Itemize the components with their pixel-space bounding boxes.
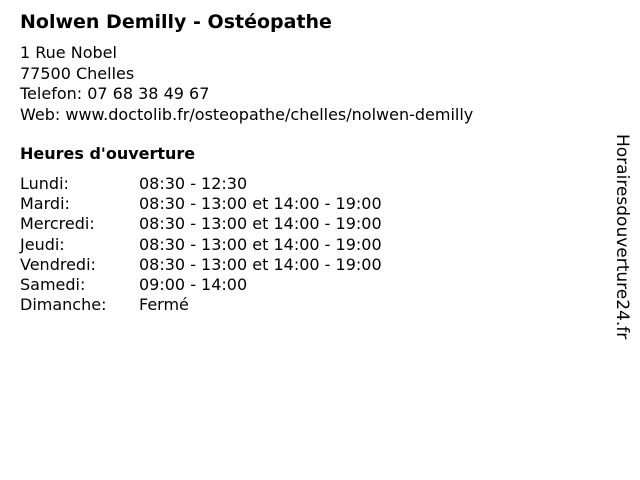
address-block [20, 43, 473, 125]
website-url: Web: www.doctolib.fr/osteopathe/chelles/nolwen-demilly [20, 104, 474, 124]
time-range: Fermé [139, 295, 189, 315]
day-label: Jeudi: [20, 234, 65, 254]
phone-number: Telefon: 07 68 38 49 67 [20, 84, 210, 103]
opening-hours-heading: Heures d'ouverture [20, 144, 196, 163]
watermark-text: Horairesdouverture24.fr [612, 134, 632, 340]
street-address: 1 Rue Nobel [20, 43, 117, 62]
time-range: 08:30 - 13:00 et 14:00 - 19:00 [139, 254, 382, 274]
site-watermark [612, 134, 632, 344]
day-label: Mardi: [20, 194, 70, 214]
day-label: Dimanche: [20, 295, 107, 315]
time-range: 08:30 - 13:00 et 14:00 - 19:00 [139, 234, 382, 254]
time-range: 08:30 - 13:00 et 14:00 - 19:00 [139, 214, 382, 234]
day-label: Lundi: [20, 174, 69, 193]
business-title: Nolwen Demilly - Ostéopathe [20, 11, 332, 33]
time-range: 09:00 - 14:00 [139, 274, 248, 294]
day-label: Mercredi: [20, 214, 95, 234]
time-range: 08:30 - 13:00 et 14:00 - 19:00 [139, 194, 382, 214]
city-postal-code: 77500 Chelles [20, 63, 135, 83]
day-label: Vendredi: [20, 254, 96, 274]
day-label: Samedi: [20, 274, 86, 294]
time-range: 08:30 - 12:30 [139, 174, 248, 193]
